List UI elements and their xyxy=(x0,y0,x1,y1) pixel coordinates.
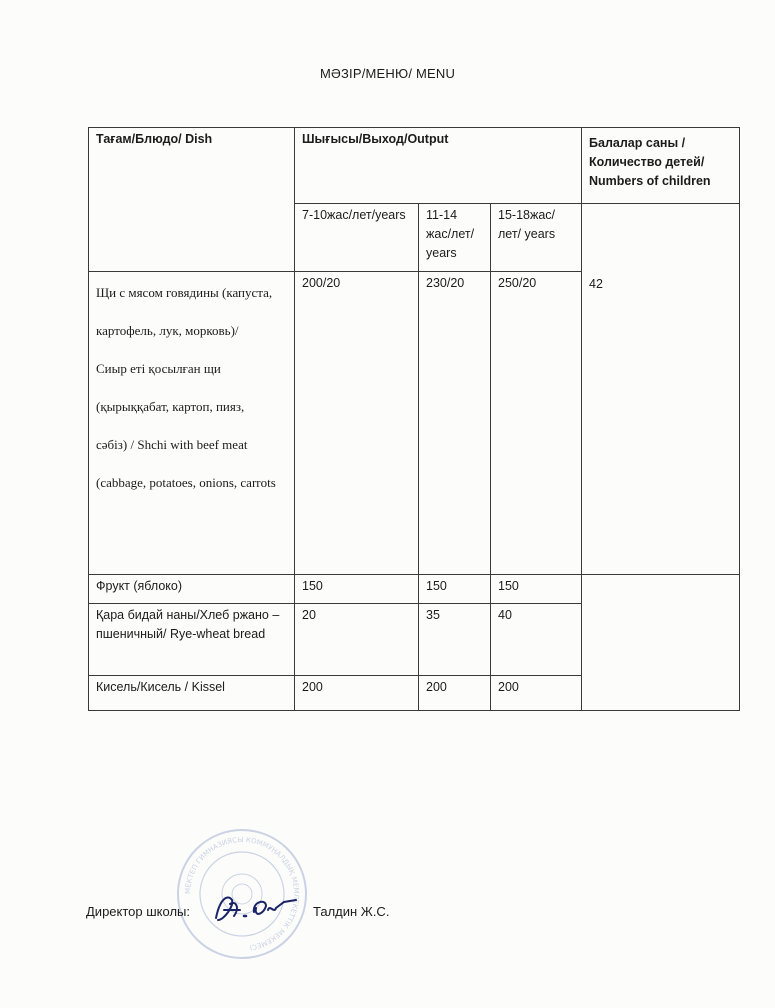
dish-cell-bread: Қара бидай наны/Хлеб ржано – пшеничный/ Rye-wheat bread xyxy=(89,603,295,675)
value-cell: 20 xyxy=(295,603,419,675)
value-cell: 200 xyxy=(491,675,582,710)
value-cell: 40 xyxy=(491,603,582,675)
value-cell: 35 xyxy=(419,603,491,675)
dish-cell-shchi xyxy=(89,272,295,575)
dish-line: картофель, лук, морковь)/ xyxy=(96,323,239,339)
signature xyxy=(210,890,300,930)
dish-line: (қырыққабат, картоп, пияз, xyxy=(96,399,245,415)
value-cell: 150 xyxy=(491,574,582,603)
dish-cell-kissel: Кисель/Кисель / Kissel xyxy=(89,675,295,710)
dish-cell-fruit: Фрукт (яблоко) xyxy=(89,574,295,603)
children-count: 42 xyxy=(589,277,603,292)
age-header-15-18: 15-18жас/лет/ years xyxy=(491,204,582,272)
output-header: Шығысы/Выход/Output xyxy=(295,128,582,204)
value-cell: 230/20 xyxy=(419,272,491,575)
dish-line: Щи с мясом говядины (капуста, xyxy=(96,285,273,301)
children-empty-cell xyxy=(582,574,740,710)
value-cell: 250/20 xyxy=(491,272,582,575)
page-title: МӘЗІР/МЕНЮ/ MENU xyxy=(319,66,456,81)
value-cell: 200 xyxy=(419,675,491,710)
children-count-cell xyxy=(582,204,740,575)
director-name: Талдин Ж.С. xyxy=(313,904,390,919)
director-label: Директор школы: xyxy=(86,904,190,919)
dish-line: сәбіз) / Shchi with beef meat xyxy=(96,437,248,453)
value-cell: 200 xyxy=(295,675,419,710)
age-header-11-14: 11-14 жас/лет/ years xyxy=(419,204,491,272)
stamp-ring-text: МЕКТЕП ГИМНАЗИЯСЫ КОММУНАЛДЫҚ МЕМЛЕКЕТТІК МЕКЕМЕСІ xyxy=(183,835,301,952)
value-cell: 150 xyxy=(295,574,419,603)
children-header: Балалар саны /Количество детей/ Numbers of children xyxy=(582,128,740,204)
value-cell: 200/20 xyxy=(295,272,419,575)
age-header-7-10: 7-10жас/лет/years xyxy=(295,204,419,272)
dish-line: Сиыр еті қосылған щи xyxy=(96,361,221,377)
menu-table xyxy=(88,127,740,711)
signature-line xyxy=(86,900,766,930)
dish-header: Тағам/Блюдо/ Dish xyxy=(89,128,295,272)
dish-line: (cabbage, potatoes, onions, carrots xyxy=(96,475,276,491)
value-cell: 150 xyxy=(419,574,491,603)
